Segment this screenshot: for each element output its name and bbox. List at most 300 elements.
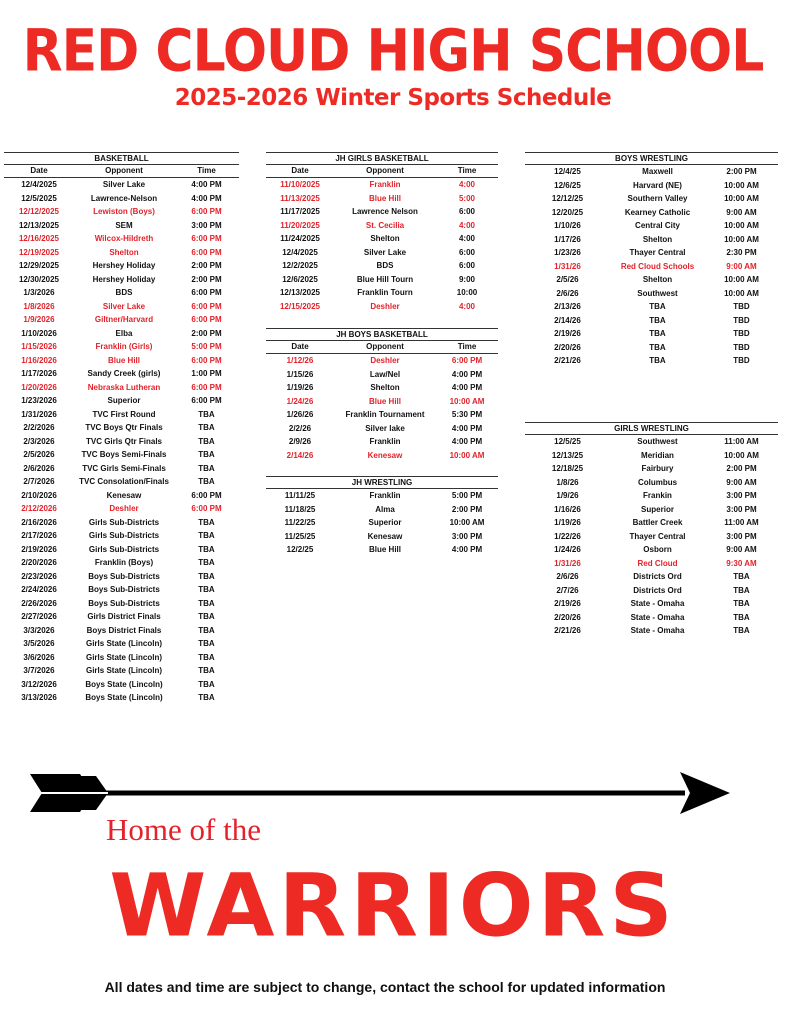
column-header: Opponent bbox=[366, 342, 404, 351]
time-cell: TBA bbox=[733, 626, 750, 635]
table-row bbox=[525, 314, 778, 328]
opponent-cell: Hershey Holiday bbox=[92, 261, 156, 270]
opponent-cell: TBA bbox=[649, 302, 666, 311]
date-cell: 1/10/26 bbox=[554, 221, 581, 230]
opponent-cell: Girls District Finals bbox=[87, 612, 161, 621]
date-cell: 3/13/2026 bbox=[21, 693, 57, 702]
opponent-cell: Kearney Catholic bbox=[624, 207, 691, 217]
time-cell: 10:00 AM bbox=[724, 234, 759, 244]
time-cell: TBA bbox=[198, 409, 215, 419]
time-cell: 3:00 PM bbox=[451, 531, 483, 541]
opponent-cell: Red Cloud Schools bbox=[620, 261, 695, 271]
date-cell: 1/22/26 bbox=[554, 531, 581, 541]
time-cell: TBA bbox=[733, 612, 750, 622]
date-cell: 2/20/26 bbox=[554, 612, 581, 622]
date-cell: 12/29/2025 bbox=[18, 261, 60, 270]
date-cell: 1/8/26 bbox=[556, 477, 579, 487]
table-row bbox=[525, 206, 778, 220]
table-row bbox=[4, 421, 239, 435]
date-cell: 2/6/26 bbox=[556, 288, 579, 298]
date-cell: 11/18/25 bbox=[284, 504, 316, 514]
table-row bbox=[525, 341, 778, 355]
time-cell: 3:00 PM bbox=[726, 491, 757, 500]
section-title: JH GIRLS BASKETBALL bbox=[266, 153, 498, 165]
opponent-cell: Districts Ord bbox=[633, 585, 682, 595]
opponent-cell: Silver Lake bbox=[102, 301, 146, 311]
opponent-cell: Shelton bbox=[370, 383, 400, 392]
opponent-cell: Law/Nel bbox=[369, 369, 401, 379]
time-cell: TBA bbox=[198, 625, 215, 635]
opponent-cell: Girls State (Lincoln) bbox=[85, 666, 162, 675]
time-cell: 4:00 bbox=[458, 180, 475, 189]
date-cell: 2/24/2026 bbox=[21, 585, 57, 594]
time-cell: 3:00 PM bbox=[191, 220, 222, 230]
date-cell: 2/7/26 bbox=[556, 585, 579, 595]
opponent-cell: Central City bbox=[635, 221, 680, 230]
opponent-cell: Thayer Central bbox=[629, 248, 686, 257]
date-cell: 11/13/2025 bbox=[280, 193, 320, 203]
time-cell: 11:00 AM bbox=[724, 437, 759, 446]
warriors-wordmark: WARRIORS bbox=[109, 855, 677, 956]
table-row bbox=[525, 503, 778, 517]
table-row bbox=[266, 273, 498, 287]
table-row bbox=[4, 381, 239, 395]
opponent-cell: Shelton bbox=[109, 247, 139, 257]
opponent-cell: TVC Consolation/Finals bbox=[79, 477, 169, 486]
time-cell: 2:00 PM bbox=[191, 328, 222, 338]
table-row bbox=[4, 408, 239, 422]
date-cell: 3/5/2026 bbox=[23, 639, 55, 648]
opponent-cell: Franklin (Girls) bbox=[95, 342, 153, 351]
table-row bbox=[525, 462, 778, 476]
date-cell: 12/6/2025 bbox=[282, 274, 318, 284]
opponent-cell: Boys Sub-Districts bbox=[88, 585, 160, 594]
opponent-cell: Blue Hill bbox=[368, 396, 401, 406]
date-cell: 2/9/26 bbox=[288, 437, 312, 446]
time-cell: 4:00 PM bbox=[451, 423, 483, 433]
time-cell: TBA bbox=[198, 639, 215, 648]
opponent-cell: Deshler bbox=[109, 504, 139, 513]
table-row bbox=[266, 368, 498, 382]
table-row bbox=[4, 286, 239, 300]
opponent-cell: Districts Ord bbox=[633, 572, 682, 581]
date-cell: 12/16/2025 bbox=[18, 234, 60, 243]
table-row bbox=[266, 449, 498, 463]
opponent-cell: Elba bbox=[115, 328, 133, 338]
date-cell: 2/6/2026 bbox=[23, 463, 55, 473]
date-cell: 2/21/26 bbox=[554, 356, 581, 365]
table-row bbox=[266, 178, 498, 192]
date-cell: 1/23/2026 bbox=[21, 396, 57, 405]
opponent-cell: Osborn bbox=[643, 545, 672, 554]
table-row bbox=[266, 246, 498, 260]
column-headers bbox=[266, 165, 498, 178]
time-cell: TBA bbox=[198, 571, 215, 581]
table-row bbox=[525, 557, 778, 571]
opponent-cell: Silver Lake bbox=[102, 180, 146, 189]
table-row bbox=[266, 300, 498, 314]
opponent-cell: Shelton bbox=[370, 234, 400, 243]
date-cell: 2/20/2026 bbox=[21, 558, 57, 567]
time-cell: TBA bbox=[198, 679, 215, 689]
time-cell: 2:00 PM bbox=[191, 274, 222, 284]
opponent-cell: Maxwell bbox=[642, 167, 673, 176]
opponent-cell: Shelton bbox=[642, 275, 673, 284]
date-cell: 1/31/2026 bbox=[21, 409, 57, 419]
opponent-cell: TVC Boys Qtr Finals bbox=[85, 423, 163, 432]
date-cell: 2/26/2026 bbox=[21, 598, 57, 608]
opponent-cell: Giltner/Harvard bbox=[94, 315, 154, 324]
time-cell: 9:00 AM bbox=[726, 477, 757, 487]
date-cell: 11/24/2025 bbox=[280, 234, 320, 243]
opponent-cell: Hershey Holiday bbox=[92, 274, 156, 284]
time-cell: 3:00 PM bbox=[726, 531, 757, 541]
opponent-cell: Fairbury bbox=[641, 464, 674, 473]
time-cell: 4:00 bbox=[458, 301, 475, 311]
time-cell: 2:00 PM bbox=[451, 504, 483, 514]
opponent-cell: Southern Valley bbox=[627, 194, 688, 203]
time-cell: 5:30 PM bbox=[451, 410, 483, 419]
date-cell: 12/19/2025 bbox=[18, 247, 60, 257]
opponent-cell: Franklin Tourn bbox=[357, 288, 413, 297]
opponent-cell: Kenesaw bbox=[367, 450, 403, 460]
time-cell: 3:00 PM bbox=[726, 504, 757, 514]
opponent-cell: TVC Girls Qtr Finals bbox=[85, 436, 162, 446]
date-cell: 12/20/25 bbox=[551, 207, 584, 217]
time-cell: TBA bbox=[198, 517, 215, 527]
opponent-cell: Girls State (Lincoln) bbox=[85, 639, 162, 648]
table-row bbox=[525, 260, 778, 274]
time-cell: 4:00 PM bbox=[451, 437, 483, 446]
time-cell: TBA bbox=[198, 666, 215, 675]
time-cell: 6:00 PM bbox=[191, 301, 222, 311]
date-cell: 2/3/2026 bbox=[23, 436, 55, 446]
table-row bbox=[4, 205, 239, 219]
opponent-cell: Red Cloud bbox=[637, 558, 678, 568]
time-cell: 6:00 PM bbox=[191, 504, 222, 513]
table-row bbox=[266, 192, 498, 206]
date-cell: 3/6/2026 bbox=[23, 652, 55, 662]
time-cell: 6:00 PM bbox=[191, 247, 222, 257]
time-cell: 6:00 PM bbox=[191, 315, 222, 324]
date-cell: 12/4/2025 bbox=[282, 247, 318, 257]
time-cell: 10:00 AM bbox=[724, 288, 759, 298]
opponent-cell: TBA bbox=[649, 342, 666, 352]
date-cell: 2/2/2026 bbox=[23, 423, 55, 432]
table-row bbox=[525, 179, 778, 193]
table-row bbox=[525, 570, 778, 584]
column-header: Opponent bbox=[366, 166, 404, 175]
time-cell: TBA bbox=[198, 531, 215, 540]
date-cell: 1/12/26 bbox=[286, 356, 314, 365]
time-cell: TBA bbox=[198, 612, 215, 621]
date-cell: 12/12/2025 bbox=[18, 207, 60, 216]
column-headers bbox=[4, 165, 239, 178]
table-row bbox=[4, 327, 239, 341]
opponent-cell: Kenesaw bbox=[106, 490, 142, 500]
time-cell: 9:00 AM bbox=[726, 207, 757, 217]
table-row bbox=[4, 354, 239, 368]
opponent-cell: Shelton bbox=[642, 234, 673, 244]
time-cell: TBA bbox=[733, 572, 750, 581]
opponent-cell: State - Omaha bbox=[630, 626, 685, 635]
time-cell: 6:00 bbox=[458, 261, 475, 270]
table-row bbox=[266, 259, 498, 273]
table-row bbox=[525, 489, 778, 503]
table-row bbox=[525, 584, 778, 598]
table-row bbox=[266, 381, 498, 395]
time-cell: 9:00 AM bbox=[726, 545, 757, 554]
date-cell: 2/12/2026 bbox=[21, 504, 57, 513]
opponent-cell: Girls Sub-Districts bbox=[88, 531, 160, 540]
table-row bbox=[4, 448, 239, 462]
date-cell: 2/2/26 bbox=[288, 423, 312, 433]
jh-wrestling-schedule bbox=[266, 476, 498, 557]
opponent-cell: Blue Hill Tourn bbox=[356, 274, 414, 284]
home-of-the-text: Home of the bbox=[106, 812, 261, 847]
date-cell: 2/17/2026 bbox=[21, 531, 57, 540]
time-cell: TBA bbox=[198, 585, 215, 594]
opponent-cell: State - Omaha bbox=[630, 612, 685, 622]
time-cell: TBA bbox=[733, 585, 750, 595]
table-row bbox=[266, 489, 498, 503]
date-cell: 2/6/26 bbox=[556, 572, 579, 581]
time-cell: TBA bbox=[733, 599, 750, 608]
opponent-cell: State - Omaha bbox=[630, 599, 685, 608]
date-cell: 2/19/2026 bbox=[21, 544, 57, 554]
time-cell: 10:00 AM bbox=[449, 450, 485, 460]
table-row bbox=[525, 530, 778, 544]
table-row bbox=[4, 219, 239, 233]
opponent-cell: Sandy Creek (girls) bbox=[87, 369, 161, 378]
basketball-schedule bbox=[4, 152, 239, 705]
date-cell: 12/2/25 bbox=[286, 545, 314, 554]
time-cell: TBA bbox=[198, 463, 215, 473]
opponent-cell: Franklin bbox=[369, 437, 401, 446]
date-cell: 11/17/2025 bbox=[280, 207, 320, 216]
schedule-subtitle: 2025-2026 Winter Sports Schedule bbox=[174, 85, 612, 111]
boys-wrestling-schedule bbox=[525, 152, 778, 368]
date-cell: 1/15/2026 bbox=[21, 342, 57, 351]
opponent-cell: Columbus bbox=[637, 477, 678, 487]
table-row bbox=[4, 678, 239, 692]
opponent-cell: Thayer Central bbox=[629, 531, 686, 541]
date-cell: 2/5/2026 bbox=[23, 450, 55, 459]
date-cell: 2/14/26 bbox=[554, 315, 581, 325]
opponent-cell: Wilcox-Hildreth bbox=[94, 234, 154, 243]
opponent-cell: Boys State (Lincoln) bbox=[85, 693, 163, 702]
table-row bbox=[525, 543, 778, 557]
opponent-cell: Superior bbox=[107, 396, 141, 405]
time-cell: 6:00 bbox=[458, 247, 475, 257]
time-cell: TBA bbox=[198, 598, 215, 608]
date-cell: 12/6/25 bbox=[554, 180, 581, 190]
opponent-cell: Franklin (Boys) bbox=[94, 558, 154, 567]
table-row bbox=[266, 219, 498, 233]
opponent-cell: TBA bbox=[649, 356, 666, 365]
date-cell: 12/13/25 bbox=[551, 450, 584, 460]
table-row bbox=[4, 556, 239, 570]
time-cell: 9:00 AM bbox=[726, 261, 757, 271]
time-cell: 4:00 bbox=[458, 234, 475, 243]
opponent-cell: Deshler bbox=[370, 301, 400, 311]
table-row bbox=[4, 259, 239, 273]
table-row bbox=[525, 327, 778, 341]
table-row bbox=[4, 435, 239, 449]
time-cell: 11:00 AM bbox=[724, 518, 759, 527]
time-cell: 10:00 AM bbox=[449, 518, 485, 527]
date-cell: 12/12/25 bbox=[551, 194, 584, 203]
time-cell: TBA bbox=[198, 477, 215, 486]
table-row bbox=[4, 340, 239, 354]
time-cell: 2:00 PM bbox=[726, 167, 757, 176]
school-title: RED CLOUD HIGH SCHOOL bbox=[22, 18, 764, 86]
time-cell: TBD bbox=[733, 302, 750, 311]
time-cell: TBA bbox=[198, 544, 215, 554]
date-cell: 1/9/2026 bbox=[23, 315, 55, 324]
date-cell: 12/13/2025 bbox=[279, 288, 321, 297]
date-cell: 3/7/2026 bbox=[23, 666, 55, 675]
section-title: BOYS WRESTLING bbox=[525, 153, 778, 165]
table-row bbox=[4, 529, 239, 543]
table-row bbox=[266, 503, 498, 517]
date-cell: 1/23/26 bbox=[554, 248, 581, 257]
date-cell: 1/31/26 bbox=[554, 261, 581, 271]
opponent-cell: St. Cecilia bbox=[365, 220, 405, 230]
time-cell: 5:00 PM bbox=[191, 342, 222, 351]
date-cell: 3/3/2026 bbox=[23, 625, 55, 635]
table-row bbox=[266, 435, 498, 449]
opponent-cell: Lawrence-Nelson bbox=[90, 193, 158, 203]
table-row bbox=[266, 422, 498, 436]
opponent-cell: Franklin bbox=[369, 491, 401, 500]
table-row bbox=[525, 300, 778, 314]
time-cell: 4:00 PM bbox=[451, 383, 483, 392]
time-cell: 10:00 AM bbox=[724, 180, 759, 190]
table-row bbox=[4, 624, 239, 638]
date-cell: 2/27/2026 bbox=[21, 612, 57, 621]
table-row bbox=[266, 286, 498, 300]
opponent-cell: BDS bbox=[376, 261, 394, 270]
date-cell: 1/3/2026 bbox=[23, 288, 55, 297]
date-cell: 1/10/2026 bbox=[21, 328, 57, 338]
column-header: Opponent bbox=[105, 166, 143, 175]
opponent-cell: Kenesaw bbox=[367, 531, 403, 541]
time-cell: 6:00 PM bbox=[191, 288, 222, 297]
time-cell: 6:00 PM bbox=[191, 234, 222, 243]
date-cell: 1/20/2026 bbox=[21, 382, 57, 392]
opponent-cell: Superior bbox=[368, 518, 402, 527]
opponent-cell: Meridian bbox=[641, 450, 674, 460]
table-row bbox=[525, 233, 778, 247]
date-cell: 1/24/26 bbox=[286, 396, 314, 406]
opponent-cell: TBA bbox=[649, 315, 666, 325]
table-row bbox=[266, 543, 498, 557]
time-cell: 10:00 AM bbox=[724, 221, 759, 230]
time-cell: 6:00 bbox=[458, 207, 475, 216]
table-row bbox=[266, 530, 498, 544]
date-cell: 12/5/25 bbox=[554, 437, 581, 446]
table-row bbox=[4, 516, 239, 530]
time-cell: 10:00 AM bbox=[449, 396, 485, 406]
opponent-cell: BDS bbox=[115, 288, 133, 297]
opponent-cell: Alma bbox=[375, 504, 395, 514]
section-title: JH WRESTLING bbox=[266, 477, 498, 489]
date-cell: 1/9/26 bbox=[556, 491, 579, 500]
section-title: JH BOYS BASKETBALL bbox=[266, 329, 498, 341]
table-row bbox=[266, 408, 498, 422]
time-cell: 2:00 PM bbox=[191, 261, 222, 270]
opponent-cell: TBA bbox=[649, 329, 666, 338]
opponent-cell: Girls Sub-Districts bbox=[88, 544, 160, 554]
table-row bbox=[4, 394, 239, 408]
date-cell: 1/26/26 bbox=[286, 410, 314, 419]
time-cell: 9:00 bbox=[458, 274, 475, 284]
date-cell: 11/22/25 bbox=[284, 518, 316, 527]
date-cell: 11/11/25 bbox=[284, 491, 316, 500]
opponent-cell: TVC First Round bbox=[92, 409, 156, 419]
table-row bbox=[525, 611, 778, 625]
date-cell: 1/31/26 bbox=[554, 558, 581, 568]
table-row bbox=[4, 543, 239, 557]
time-cell: 10:00 AM bbox=[724, 194, 759, 203]
table-row bbox=[4, 610, 239, 624]
date-cell: 1/19/26 bbox=[554, 518, 581, 527]
opponent-cell: Southwest bbox=[637, 288, 678, 298]
time-cell: 5:00 PM bbox=[451, 491, 483, 500]
table-row bbox=[525, 516, 778, 530]
time-cell: 4:00 PM bbox=[191, 180, 222, 189]
date-cell: 11/20/2025 bbox=[280, 220, 320, 230]
date-cell: 1/17/26 bbox=[554, 234, 581, 244]
section-title: GIRLS WRESTLING bbox=[525, 423, 778, 435]
time-cell: 6:00 PM bbox=[191, 207, 222, 216]
table-row bbox=[266, 232, 498, 246]
date-cell: 12/4/25 bbox=[554, 167, 581, 176]
opponent-cell: TVC Girls Semi-Finals bbox=[82, 463, 166, 473]
time-cell: TBA bbox=[198, 436, 215, 446]
date-cell: 2/7/2026 bbox=[23, 477, 55, 486]
table-row bbox=[525, 354, 778, 368]
table-row bbox=[525, 476, 778, 490]
table-row bbox=[4, 178, 239, 192]
time-cell: 6:00 PM bbox=[191, 396, 222, 405]
opponent-cell: Lewiston (Boys) bbox=[93, 207, 155, 216]
opponent-cell: Girls State (Lincoln) bbox=[85, 652, 162, 662]
date-cell: 1/16/26 bbox=[554, 504, 581, 514]
opponent-cell: TVC Boys Semi-Finals bbox=[81, 450, 167, 459]
table-row bbox=[266, 395, 498, 409]
time-cell: 4:00 bbox=[458, 220, 475, 230]
table-row bbox=[4, 597, 239, 611]
time-cell: 10:00 bbox=[456, 288, 478, 297]
time-cell: TBD bbox=[733, 342, 750, 352]
date-cell: 1/15/26 bbox=[286, 369, 314, 379]
table-row bbox=[525, 246, 778, 260]
time-cell: 5:00 bbox=[458, 193, 475, 203]
date-cell: 12/13/2025 bbox=[18, 220, 60, 230]
table-row bbox=[4, 502, 239, 516]
opponent-cell: Frankin bbox=[643, 491, 672, 500]
column-headers bbox=[266, 341, 498, 354]
date-cell: 2/10/2026 bbox=[21, 490, 57, 500]
opponent-cell: Franklin bbox=[369, 180, 401, 189]
table-row bbox=[525, 624, 778, 638]
date-cell: 1/16/2026 bbox=[21, 355, 57, 365]
time-cell: TBA bbox=[198, 693, 215, 702]
section-title: BASKETBALL bbox=[4, 153, 239, 165]
time-cell: 2:00 PM bbox=[726, 464, 757, 473]
